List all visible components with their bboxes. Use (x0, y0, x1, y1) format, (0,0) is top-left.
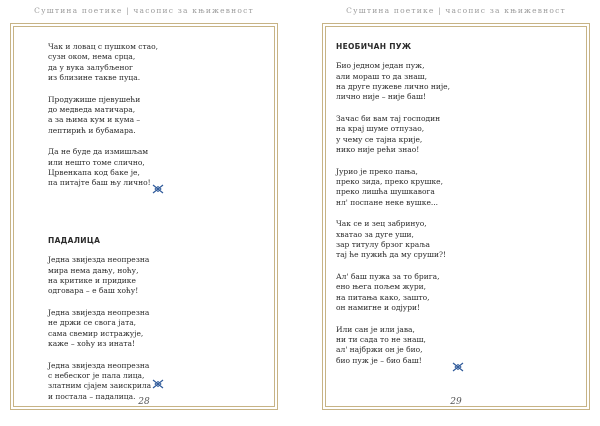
stanza (48, 147, 268, 188)
right-page (312, 0, 600, 426)
stanza (336, 167, 580, 208)
verse-line: преко зида, преко крушке, (336, 176, 443, 186)
verse-line: лептирић и бубамара. (48, 125, 136, 135)
verse-line: ни ти сада то не знаш, (336, 335, 426, 345)
verse-line: нл' поспане неке вушке... (336, 197, 439, 207)
verse-line: Црвенкапа код баке је, (48, 167, 140, 177)
verse-line: Једна звијезда неопрезна (48, 255, 150, 265)
verse-line: ал' најбржи он је био, (336, 345, 423, 355)
stanza (336, 272, 580, 313)
verse-line: зар титулу брзог краља (336, 239, 431, 249)
verse-line: и постала – падалица. (48, 391, 136, 401)
verse-line: из близине такве пуца. (48, 72, 141, 82)
diamond-ornament-icon (152, 184, 164, 194)
page-header: Суштина поетике | часопис за књижевност (34, 6, 254, 15)
stanza (336, 219, 580, 260)
poem-title: ПАДАЛИЦА (48, 236, 101, 246)
verse-line: па питајте баш њу лично! (48, 178, 151, 188)
poem-title: НЕОБИЧАН ПУЖ (336, 42, 412, 51)
page-number: 28 (138, 397, 150, 407)
verse-line: био пуж је – био баш! (336, 355, 422, 365)
verse-line: одговара – е баш хоћу! (48, 286, 139, 296)
verse-line: Продужише пјевушећи (48, 94, 141, 104)
verse-line: не држи се свога јата, (48, 318, 137, 328)
page-header: Суштина поетике | часопис за књижевност (346, 6, 566, 15)
verse-line: Једна звијезда неопрезна (48, 360, 150, 370)
stanza (48, 308, 268, 349)
verse-line: златним сјајем заискрила (48, 381, 152, 391)
stanza (336, 61, 580, 102)
verse-line: Једна звијезда неопрезна (48, 308, 150, 318)
verse-line: Да не буде да измишљам (48, 147, 149, 157)
ornament-spacer (48, 200, 268, 236)
left-page (0, 0, 288, 426)
stanza (48, 95, 268, 136)
verse-line: Био једном један пуж, (336, 61, 425, 71)
stanza (48, 255, 268, 296)
verse-line: на друге пужеве лично није, (336, 81, 450, 91)
verse-line: он намигне и одјури! (336, 302, 421, 312)
verse-line: ено њега пољем жури, (336, 282, 427, 292)
verse-line: у чему се тајна крије, (336, 134, 423, 144)
verse-line: Јурио је преко пања, (336, 166, 418, 176)
verse-line: на питања како, зашто, (336, 292, 430, 302)
verse-line: Ал' баш пужа за то брига, (336, 272, 440, 282)
verse-line: каже – хоћу из ината! (48, 338, 135, 348)
verse-line: Чак и ловац с пушком стао, (48, 42, 159, 51)
diamond-ornament-icon (452, 362, 464, 372)
verse-line: или нешто томе слично, (48, 157, 145, 167)
verse-line: тај ће пужић да му сруши?! (336, 250, 447, 260)
stanza (336, 325, 580, 366)
page-number: 29 (450, 397, 462, 407)
verse-line: до медведа матичара, (48, 104, 136, 114)
verse-line: а за њима кум и кума – (48, 115, 141, 125)
stanza (48, 42, 268, 83)
diamond-ornament-icon (152, 379, 164, 389)
verse-line: Или сан је или јава, (336, 324, 415, 334)
verse-line: да у вука залубљеног (48, 62, 133, 72)
right-page-content (336, 42, 580, 377)
verse-line: хватао за дуге уши, (336, 229, 414, 239)
verse-line: преко лишћа шушкавога (336, 187, 435, 197)
left-page-content (48, 42, 268, 413)
verse-line: нико није рећи знао! (336, 144, 420, 154)
verse-line: Чак се и зец забринуо, (336, 219, 427, 229)
verse-line: сама свемир истражује, (48, 328, 144, 338)
stanza (336, 114, 580, 155)
verse-line: с небеског је пала лица, (48, 371, 145, 381)
verse-line: на крај шуме отпузао, (336, 124, 425, 134)
verse-line: али мораш то да знаш, (336, 71, 428, 81)
verse-line: лично није – није баш! (336, 92, 427, 102)
verse-line: сузн оком, нема срца, (48, 52, 136, 62)
verse-line: Зачас би вам тај господин (336, 113, 441, 123)
verse-line: мира нема дању, ноћу, (48, 265, 139, 275)
verse-line: на критике и придике (48, 275, 136, 285)
